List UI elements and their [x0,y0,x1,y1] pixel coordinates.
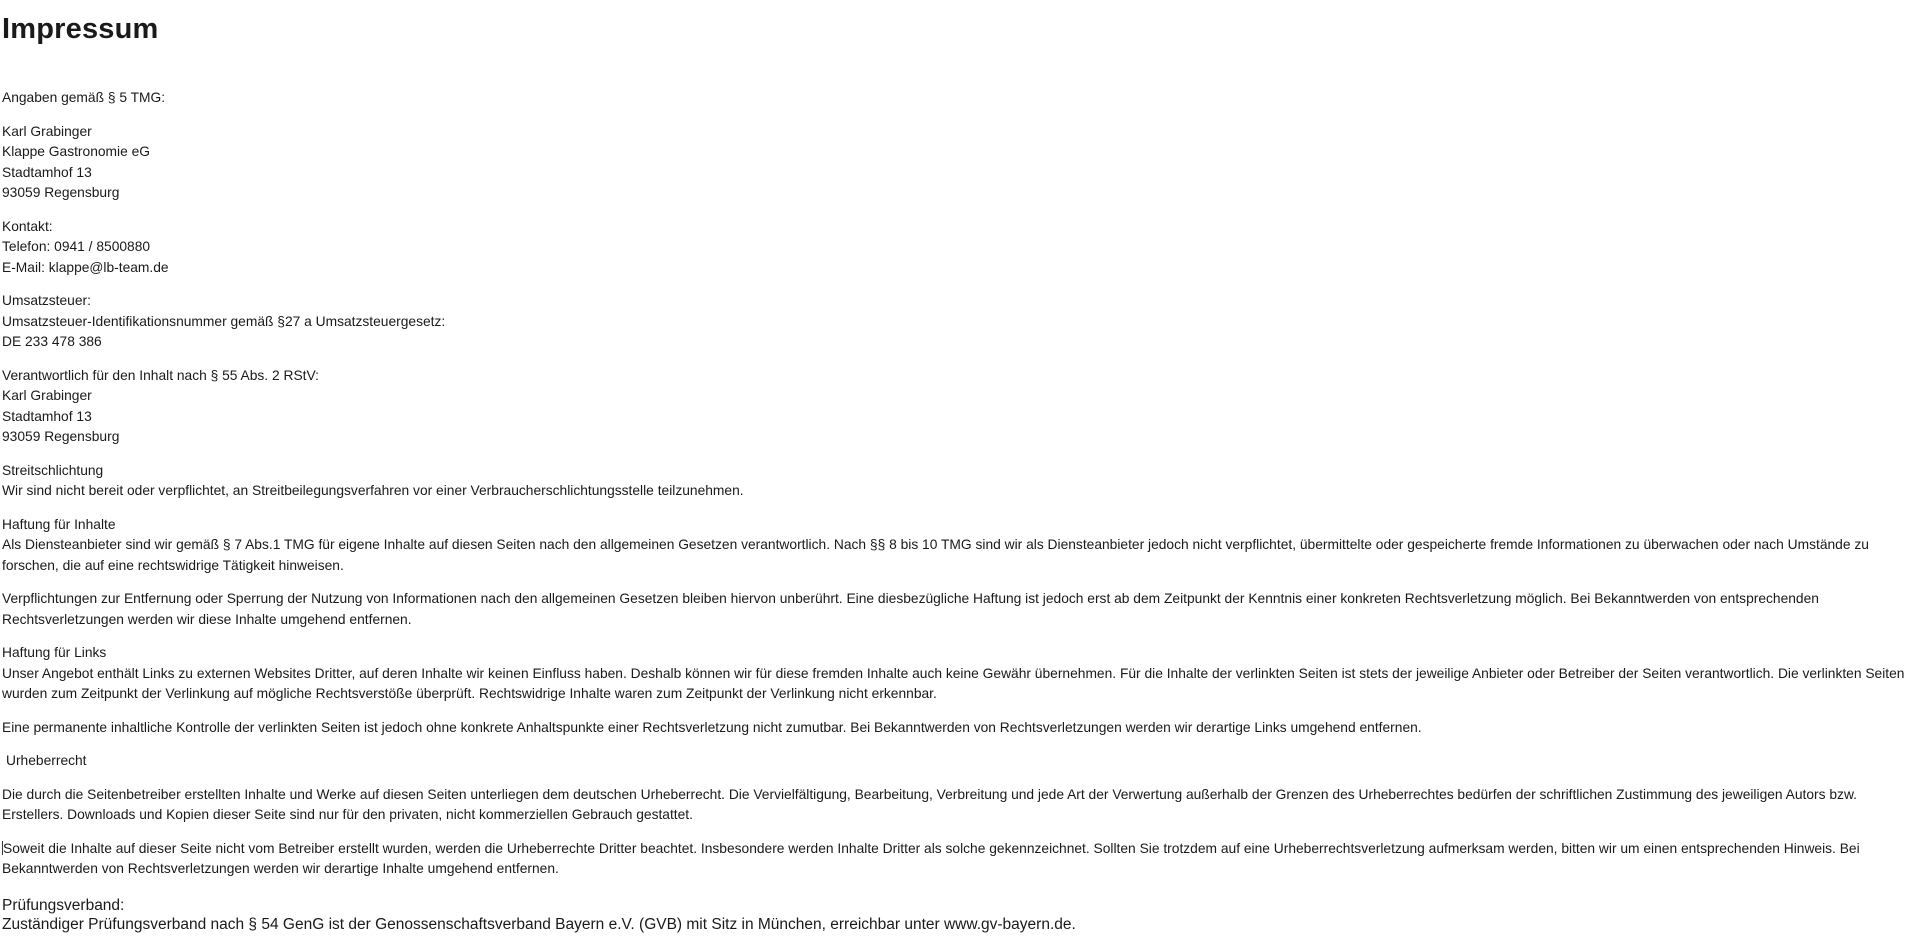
audit-text: Zuständiger Prüfungsverband nach § 54 GenG ist der Genossenschaftsverband Bayern e.V. (GVB) mit Sitz in München, erreichbar unter www.gv-bayern.de. [2,915,1076,933]
copyright-heading: Urheberrecht [6,753,87,768]
liability-links-heading: Haftung für Links [2,645,107,660]
contact-phone: Telefon: 0941 / 8500880 [2,239,151,254]
audit-heading: Prüfungsverband: [2,896,125,914]
address-city: 93059 Regensburg [2,185,120,200]
responsible-city: 93059 Regensburg [2,429,120,444]
address-street: Stadtamhof 13 [2,164,92,180]
liability-content-paragraph-2: Verpflichtungen zur Entfernung oder Sperrung der Nutzung von Informationen nach den allgemeinen Gesetzen bleiben hiervon unberührt. Eine diesbezügliche Haftung ist jedoch erst ab dem Zeitpunkt der Kenntnis einer konkreten Rechtsverletzung möglich. Bei Bekanntwerden von entsprechenden Rechtsverletzungen werden wir diese Inhalte umgehend entfernen. [2,591,1819,627]
liability-links-text: Unser Angebot enthält Links zu externen Websites Dritter, auf deren Inhalte wir keinen Einfluss haben. Deshalb können wir für diese fremden Inhalte auch keine Gewähr übernehmen. Für die Inhalte der verlinkten Seiten ist stets der jeweilige Anbieter oder Betreiber der Seiten verantwortlich. Die verlinkten Seiten wurden zum Zeitpunkt der Verlinkung auf mögliche Rechtsverstöße überprüft. Rechtswidrige Inhalte waren zum Zeitpunkt der Verlinkung nicht erkennbar. [2,665,1905,701]
liability-content-text: Als Diensteanbieter sind wir gemäß § 7 Abs.1 TMG für eigene Inhalte auf diesen Seiten nach den allgemeinen Gesetzen verantwortlich. Nach §§ 8 bis 10 TMG sind wir als Diensteanbieter jedoch nicht verpflichtet, übermittelte oder gespeicherte fremde Informationen zu überwachen oder nach Umstände zu forschen, die auf eine rechtswidrige Tätigkeit hinweisen. [2,537,1869,573]
liability-content-heading: Haftung für Inhalte [2,516,116,532]
address-section [2,122,1907,204]
address-name: Karl Grabinger [2,123,92,139]
tmg-heading: Angaben gemäß § 5 TMG: [2,90,166,105]
liability-links-paragraph-2: Eine permanente inhaltliche Kontrolle der verlinkten Seiten ist jedoch ohne konkrete Anhaltspunkte einer Rechtsverletzung nicht zumutbar. Bei Bekanntwerden von Rechtsverletzungen werden wir derartige Links umgehend entfernen. [2,719,1422,735]
vat-section [2,291,1907,353]
responsible-heading: Verantwortlich für den Inhalt nach § 55 Abs. 2 RStV: [2,367,320,383]
dispute-section [2,461,1907,502]
copyright-paragraph-1: Die durch die Seitenbetreiber erstellten Inhalte und Werke auf diesen Seiten unterliegen dem deutschen Urheberrecht. Die Vervielfältigung, Bearbeitung, Verbreitung und jede Art der Verwertung außerhalb der Grenzen des Urheberrechtes bedürfen der schriftlichen Zustimmung des jeweiligen Autors bzw. Erstellers. Downloads und Kopien dieser Seite sind nur für den privaten, nicht kommerziellen Gebrauch gestattet. [2,786,1857,822]
dispute-heading: Streitschlichtung [2,462,104,478]
page-title: Impressum [2,13,159,45]
responsible-section [2,366,1907,448]
vat-number: DE 233 478 386 [2,334,102,349]
impressum-page [2,0,1907,934]
contact-section [2,217,1907,279]
contact-email: E-Mail: klappe@lb-team.de [2,259,169,275]
vat-label: Umsatzsteuer-Identifikationsnummer gemäß §27 a Umsatzsteuergesetz: [2,313,446,329]
impressum-content [2,88,1907,934]
dispute-text: Wir sind nicht bereit oder verpflichtet, an Streitbeilegungsverfahren vor einer Verbraucherschlichtungsstelle teilzunehmen. [2,483,744,498]
copyright-paragraph-2-text: Soweit die Inhalte auf dieser Seite nicht vom Betreiber erstellt wurden, werden die Urheberrechte Dritter beachtet. Insbesondere werden Inhalte Dritter als solche gekennzeichnet. Sollten Sie trotzdem auf eine Urheberrechtsverletzung aufmerksam werden, bitten wir um einen entsprechenden Hinweis. Bei Bekanntwerden von Rechtsverletzungen werden wir derartige Inhalte umgehend entfernen. [2,840,1860,876]
address-company: Klappe Gastronomie eG [2,144,151,159]
responsible-street: Stadtamhof 13 [2,408,92,424]
liability-content-section [2,515,1907,577]
tmg-section [2,88,1907,109]
vat-heading: Umsatzsteuer: [2,293,91,308]
copyright-paragraph-2 [2,839,1907,880]
audit-section [2,896,1907,934]
contact-heading: Kontakt: [2,218,53,234]
responsible-name: Karl Grabinger [2,388,92,403]
liability-links-section [2,643,1907,705]
